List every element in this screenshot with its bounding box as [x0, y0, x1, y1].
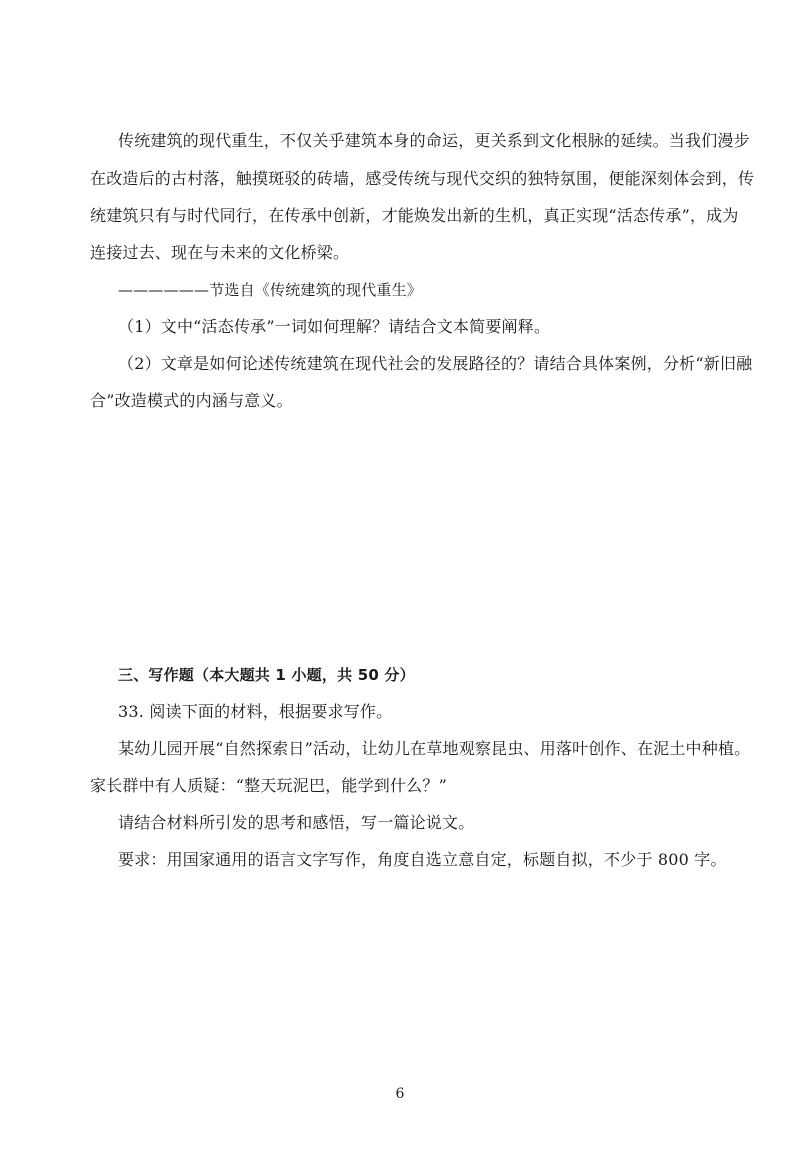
passage-line-4: 连接过去、现在与未来的文化桥梁。: [90, 243, 350, 262]
passage-source: ——————节选自《传统建筑的现代重生》: [118, 281, 423, 299]
passage-line-2: 在改造后的古村落，触摸斑驳的砖墙，感受传统与现代交织的独特氛围，便能深刻体会到，传: [90, 169, 755, 188]
writing-material-line-2: 家长群中有人质疑：“整天玩泥巴，能学到什么？”: [90, 776, 447, 795]
writing-instruction: 请结合材料所引发的思考和感悟，写一篇论说文。: [118, 813, 475, 832]
passage-line-3: 统建筑只有与时代同行，在传承中创新，才能焕发出新的生机，真正实现“活态传承”，成为: [90, 206, 739, 225]
writing-requirement: 要求：用国家通用的语言文字写作，角度自选立意自定，标题自拟，不少于 800 字。: [118, 850, 727, 869]
writing-prompt: 33. 阅读下面的材料，根据要求写作。: [118, 702, 393, 721]
question-1: （1）文中“活态传承”一词如何理解？请结合文本简要阐释。: [118, 317, 551, 336]
question-2-line-2: 合”改造模式的内涵与意义。: [90, 391, 293, 410]
writing-material-line-1: 某幼儿园开展“自然探索日”活动，让幼儿在草地观察昆虫、用落叶创作、在泥土中种植。: [118, 739, 751, 758]
writing-section-heading: 三、写作题（本大题共 1 小题，共 50 分）: [118, 666, 415, 684]
page-number: 6: [395, 1086, 405, 1102]
question-2-line-1: （2）文章是如何论述传统建筑在现代社会的发展路径的？请结合具体案例，分析“新旧融: [118, 354, 753, 373]
passage-line-1: 传统建筑的现代重生，不仅关乎建筑本身的命运，更关系到文化根脉的延续。当我们漫步: [118, 131, 750, 150]
